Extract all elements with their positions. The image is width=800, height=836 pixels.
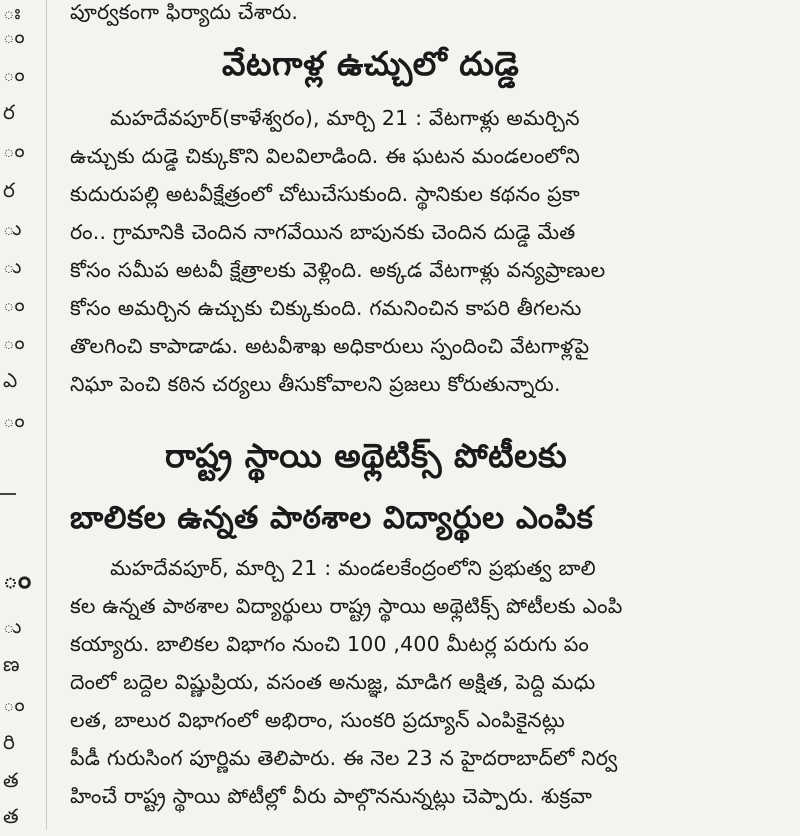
left-fragment: ం	[3, 565, 32, 595]
article-2-line: తొలగించి కాపాడాడు. అటవీశాఖ అధికారులు స్పందించి వేటగాళ్లపై	[70, 334, 590, 358]
article-3-line: లత, బాలుర విభాగంలో అభిరాం, సుంకరి ప్రద్యూన్ ఎంపికైనట్లు	[70, 708, 565, 732]
left-fragment: ఎ	[3, 368, 18, 392]
column-divider-horizontal	[0, 493, 16, 495]
left-fragment: ం	[3, 62, 25, 86]
left-fragment: ు	[3, 614, 22, 638]
article-3-headline-line-1: రాష్ట్ర స్థాయి అథ్లెటిక్స్ పోటీలకు	[165, 436, 568, 475]
left-fragment: త	[3, 804, 19, 828]
left-fragment: ం	[3, 138, 25, 162]
article-2-line: కోసం సమీప అటవీ క్షేత్రాలకు వెళ్లింది. అక్కడ వేటగాళ్లు వన్యప్రాణుల	[70, 258, 606, 282]
article-2-line: కోసం అమర్చిన ఉచ్చుకు చిక్కుకుంది. గమనించిన కాపరి తీగలను	[70, 296, 582, 320]
left-fragment: ర	[3, 178, 15, 202]
article-2-headline: వేటగాళ్ల ఉచ్చులో దుడ్డె	[222, 44, 520, 83]
article-3-line: దెంలో బద్దెల విష్ణుప్రియ, వసంత అనుజ్ఞ, మాడిగ అక్షిత, పెద్ది మధు	[70, 670, 596, 694]
left-fragment: ం	[3, 692, 25, 716]
left-fragment: రి	[3, 730, 15, 754]
column-divider-vertical	[46, 0, 47, 830]
left-fragment: ః	[3, 0, 21, 24]
article-3-line: మహదేవపూర్, మార్చి 21 : మండలకేంద్రంలోని ప్రభుత్వ బాలి	[110, 556, 596, 580]
left-fragment: త	[3, 768, 19, 792]
article-3-line: హించే రాష్ట్ర స్థాయి పోటీల్లో వీరు పాల్గొననున్నట్లు చెప్పారు. శుక్రవా	[70, 784, 593, 808]
article-2-line: నిఘా పెంచి కఠిన చర్యలు తీసుకోవాలని ప్రజలు కోరుతున్నారు.	[70, 372, 561, 396]
article-2-line: రం.. గ్రామానికి చెందిన నాగవేయిన బాపునకు చెందిన దుడ్డె మేత	[70, 220, 576, 244]
article-1-tail-line: పూర్వకంగా ఫిర్యాదు చేశారు.	[70, 0, 299, 24]
article-2-line: మహదేవపూర్(కాళేశ్వరం), మార్చి 21 : వేటగాళ్లు అమర్చిన	[110, 106, 580, 130]
left-fragment: ం	[3, 292, 25, 316]
left-fragment: ు	[3, 216, 22, 240]
article-3-line: పీడీ గురుసింగ పూర్ణిమ తెలిపారు. ఈ నెల 23 న హైదరాబాద్‌లో నిర్వ	[70, 746, 618, 770]
article-3-line: కల ఉన్నత పాఠశాల విద్యార్థులు రాష్ట్ర స్థాయి అథ్లెటిక్స్ పోటీలకు ఎంపి	[70, 594, 623, 618]
article-3-headline-line-2: బాలికల ఉన్నత పాఠశాల విద్యార్థుల ఎంపిక	[70, 500, 594, 536]
article-2-line: ఉచ్చుకు దుడ్డె చిక్కుకొని విలవిలాడింది. ఈ ఘటన మండలంలోని	[70, 144, 580, 168]
left-column-clipped-text	[0, 0, 32, 830]
left-fragment: ం	[3, 330, 25, 354]
article-2-line: కుదురుపల్లి అటవీక్షేత్రంలో చోటుచేసుకుంది. స్థానికుల కథనం ప్రకా	[70, 182, 580, 206]
left-fragment: ం	[3, 408, 25, 432]
article-3-line: కయ్యారు. బాలికల విభాగం నుంచి 100 ,400 మీటర్ల పరుగు పం	[70, 632, 589, 656]
left-fragment: ం	[3, 24, 25, 48]
left-fragment: ు	[3, 254, 22, 278]
left-fragment: ణ	[3, 652, 20, 676]
left-fragment: ర	[3, 100, 15, 124]
